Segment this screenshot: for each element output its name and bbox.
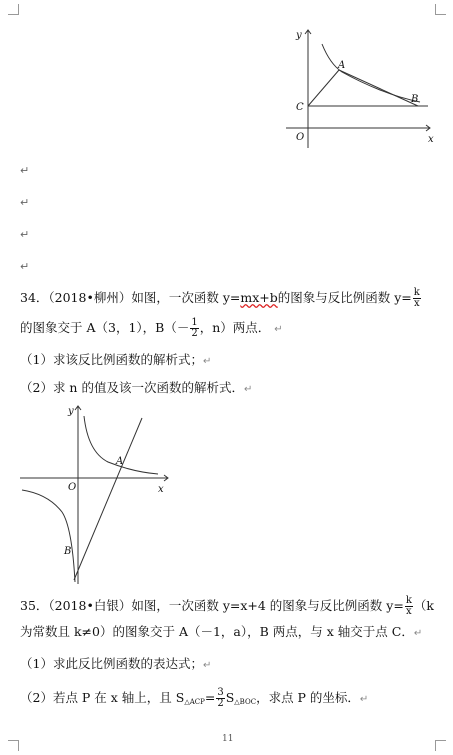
q34-question-2 xyxy=(20,380,252,398)
fig1-label-y: y xyxy=(296,30,302,41)
fig1-label-o: O xyxy=(296,132,305,143)
q35-sub2-para-mark: ↵ xyxy=(359,694,369,705)
figure-1 xyxy=(280,22,440,152)
q34-line-1 xyxy=(20,288,422,309)
q35-frac-numerator: k xyxy=(405,595,412,606)
q34-sub2-text: （2）求 n 的值及该一次函数的解析式． xyxy=(20,380,244,395)
page-number: 11 xyxy=(222,734,234,744)
q34-line1-pre: 34．（2018•柳州）如图，一次函数 y= xyxy=(20,290,241,305)
figure-2 xyxy=(18,402,178,587)
q34-frac-denominator: x xyxy=(413,298,420,309)
q35-line-2 xyxy=(20,624,422,642)
q34-sub1-text: （1）求该反比例函数的解析式； xyxy=(20,352,203,367)
q35-sub2-s: S xyxy=(225,690,235,705)
q34-line1-expression: mx+b xyxy=(240,290,278,305)
q34-line2-text: 的图象交于 A（3，1），B（－ xyxy=(20,320,190,335)
q34-line1-post: 的图象与反比例函数 y= xyxy=(277,290,412,305)
corner-mark-bottom-left xyxy=(8,740,19,751)
q35-sub2-subscript-boc: △BOC xyxy=(234,698,257,706)
q35-sub2-equals: = xyxy=(204,690,216,705)
q34-frac-numerator: k xyxy=(413,287,420,298)
fig2-label-y: y xyxy=(68,406,74,417)
fig1-label-a: A xyxy=(338,60,346,71)
q35-fraction-3-over-2 xyxy=(216,688,224,709)
q35-question-1 xyxy=(20,656,211,674)
q34-line2-post: ，n）两点． xyxy=(199,320,271,335)
paragraph-mark-1: ↵ xyxy=(20,164,30,177)
fig2-label-x: x xyxy=(158,484,164,495)
fig2-line-ab xyxy=(74,418,142,580)
q35-line2-text: 为常数且 k≠0）的图象交于 A（－1，a），B 两点，与 x 轴交于点 C． xyxy=(20,624,414,639)
q35-sub1-para-mark: ↵ xyxy=(202,660,212,671)
q35-line1-post: （k xyxy=(413,598,434,613)
corner-mark-top-right xyxy=(435,4,446,15)
q34-sub1-para-mark: ↵ xyxy=(202,356,212,367)
fig1-label-c: C xyxy=(296,102,304,113)
corner-mark-bottom-right xyxy=(435,740,446,751)
q35-line2-para-mark: ↵ xyxy=(413,628,423,639)
q35-question-2 xyxy=(20,688,368,710)
q35-line-1 xyxy=(20,596,434,617)
q34-half-denominator: 2 xyxy=(191,328,198,339)
paragraph-mark-2: ↵ xyxy=(20,196,30,209)
q34-sub2-para-mark: ↵ xyxy=(243,384,253,395)
q35-frac32-denominator: 2 xyxy=(217,698,224,709)
q35-line1-text: 35．（2018•白银）如图，一次函数 y=x+4 的图象与反比例函数 y= xyxy=(20,598,404,613)
fig1-line-ab xyxy=(339,70,418,106)
paragraph-mark-4: ↵ xyxy=(20,260,30,273)
q34-line2-para-mark: ↵ xyxy=(274,324,283,335)
paragraph-mark-3: ↵ xyxy=(20,228,30,241)
q34-half-numerator: 1 xyxy=(191,317,198,328)
fig1-label-b: B xyxy=(411,94,419,105)
fig2-label-a: A xyxy=(116,456,124,467)
q35-frac-denominator: x xyxy=(406,606,412,617)
corner-mark-top-left xyxy=(8,4,19,15)
q34-fraction-k-over-x xyxy=(413,288,421,309)
q35-sub2-subscript-acp: △ACP xyxy=(184,698,205,706)
q35-sub2-pre: （2）若点 P 在 x 轴上，且 S xyxy=(20,690,185,705)
fig2-label-o: O xyxy=(68,482,77,493)
q35-frac32-numerator: 3 xyxy=(217,687,224,698)
q35-fraction-k-over-x xyxy=(405,596,413,617)
fig1-line-ca xyxy=(308,70,339,106)
fig2-label-b: B xyxy=(64,546,72,557)
q35-sub2-post: ，求点 P 的坐标． xyxy=(256,690,360,705)
q34-line-2 xyxy=(20,318,283,339)
q34-question-1 xyxy=(20,352,211,370)
fig1-label-x: x xyxy=(428,134,434,145)
fig2-hyperbola-branch-2 xyxy=(22,490,75,582)
q35-sub1-text: （1）求此反比例函数的表达式； xyxy=(20,656,203,671)
q34-fraction-half xyxy=(190,318,198,339)
